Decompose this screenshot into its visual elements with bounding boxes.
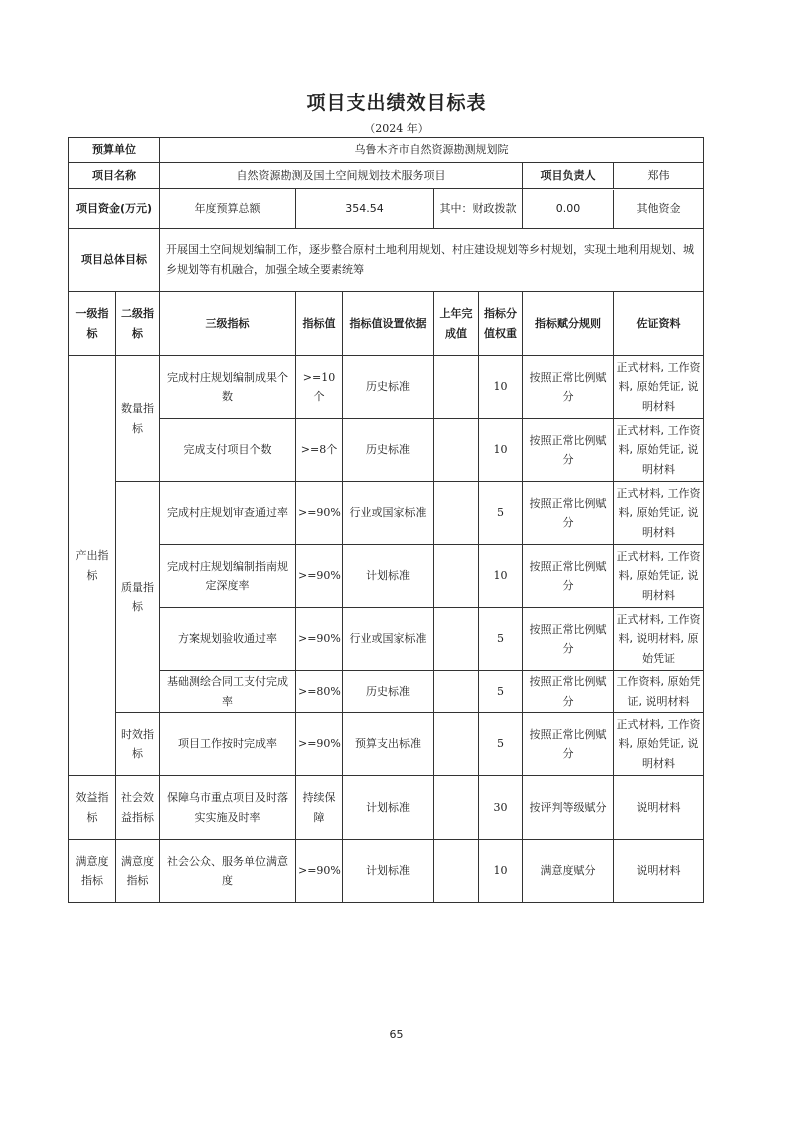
row-basis: 行业或国家标准 [343,482,434,545]
row-evidence: 正式材料, 工作资料, 原始凭证, 说明材料 [614,545,704,608]
row-evidence: 正式材料, 工作资料, 原始凭证, 说明材料 [614,419,704,482]
row-rule: 按照正常比例赋分 [523,608,614,671]
budget-unit-row [69,138,704,163]
row-value: >=90% [296,840,343,903]
table-row [69,482,704,545]
row-value: >=80% [296,671,343,713]
row-weight: 5 [479,482,523,545]
row-evidence: 正式材料, 工作资料, 原始凭证, 说明材料 [614,482,704,545]
row-weight: 5 [479,713,523,776]
table-row [69,545,704,608]
project-name-value: 自然资源勘测及国土空间规划技术服务项目 [160,163,523,189]
row-basis: 计划标准 [343,776,434,840]
row-last [434,713,479,776]
budget-unit-value: 乌鲁木齐市自然资源勘测规划院 [160,138,704,163]
group-benefit: 效益指标 [69,776,116,840]
project-name-row [69,163,704,189]
row-evidence: 正式材料, 工作资料, 原始凭证, 说明材料 [614,356,704,419]
row-weight: 5 [479,671,523,713]
row-weight: 10 [479,356,523,419]
row-name: 社会公众、服务单位满意度 [160,840,296,903]
group-output: 产出指标 [69,356,116,776]
table-row [69,776,704,840]
row-evidence: 说明材料 [614,776,704,840]
row-last [434,356,479,419]
row-name: 基础测绘合同工支付完成率 [160,671,296,713]
row-last [434,419,479,482]
header-row [69,292,704,356]
budget-unit-label: 预算单位 [69,138,160,163]
project-name-label: 项目名称 [69,163,160,189]
year-label: （2024 年） [364,122,429,135]
project-lead-label: 项目负责人 [523,163,614,189]
goal-row [69,229,704,292]
group-timeliness: 时效指标 [116,713,160,776]
table-row [69,419,704,482]
row-evidence: 正式材料, 工作资料, 原始凭证, 说明材料 [614,713,704,776]
row-rule: 按照正常比例赋分 [523,419,614,482]
performance-table [68,137,704,903]
row-weight: 5 [479,608,523,671]
row-name: 完成村庄规划审查通过率 [160,482,296,545]
row-name: 方案规划验收通过率 [160,608,296,671]
group-satisfaction: 满意度指标 [69,840,116,903]
table-row [69,713,704,776]
row-evidence: 工作资料, 原始凭证, 说明材料 [614,671,704,713]
row-name: 完成村庄规划编制成果个数 [160,356,296,419]
group-quality: 质量指标 [116,482,160,713]
row-value: >=10个 [296,356,343,419]
row-value: >=90% [296,608,343,671]
row-name: 项目工作按时完成率 [160,713,296,776]
row-basis: 计划标准 [343,545,434,608]
row-basis: 计划标准 [343,840,434,903]
funds-label: 项目资金(万元) [69,189,160,229]
header-level1: 一级指标 [69,292,116,356]
row-weight: 30 [479,776,523,840]
header-weight: 指标分值权重 [479,292,523,356]
row-rule: 按照正常比例赋分 [523,356,614,419]
row-rule: 按评判等级赋分 [523,776,614,840]
row-value: 持续保障 [296,776,343,840]
row-value: >=8个 [296,419,343,482]
fiscal-label: 其中：财政拨款 [434,189,523,229]
annual-budget-value: 354.54 [296,189,434,229]
row-value: >=90% [296,713,343,776]
row-last [434,608,479,671]
row-rule: 按照正常比例赋分 [523,545,614,608]
header-last-year: 上年完成值 [434,292,479,356]
row-value: >=90% [296,545,343,608]
row-basis: 历史标准 [343,356,434,419]
header-value: 指标值 [296,292,343,356]
row-weight: 10 [479,419,523,482]
header-level3: 三级指标 [160,292,296,356]
row-last [434,776,479,840]
row-basis: 历史标准 [343,671,434,713]
row-last [434,545,479,608]
page-number: 65 [389,1028,404,1041]
group-social: 社会效益指标 [116,776,160,840]
goal-value: 开展国土空间规划编制工作，逐步整合原村土地利用规划、村庄建设规划等乡村规划，实现土地利用规划、城乡规划等有机融合，加强全域全要素统筹 [160,229,704,292]
row-last [434,671,479,713]
row-last [434,482,479,545]
row-basis: 预算支出标准 [343,713,434,776]
header-level2: 二级指标 [116,292,160,356]
row-name: 完成支付项目个数 [160,419,296,482]
row-weight: 10 [479,545,523,608]
row-name: 完成村庄规划编制指南规定深度率 [160,545,296,608]
header-rule: 指标赋分规则 [523,292,614,356]
row-last [434,840,479,903]
header-basis: 指标值设置依据 [343,292,434,356]
row-name: 保障乌市重点项目及时落实实施及时率 [160,776,296,840]
page-title: 项目支出绩效目标表 [306,92,487,114]
other-funds-label-cell: 其他资金 [636,201,681,215]
goal-label: 项目总体目标 [69,229,160,292]
row-rule: 满意度赋分 [523,840,614,903]
row-basis: 历史标准 [343,419,434,482]
group-quantity: 数量指标 [116,356,160,482]
project-lead-value: 郑伟 [614,163,704,189]
table-row [69,671,704,713]
group-satisfaction-sub: 满意度指标 [116,840,160,903]
row-evidence: 说明材料 [614,840,704,903]
funds-row [69,189,704,229]
header-evidence: 佐证资料 [614,292,704,356]
table-row [69,840,704,903]
table-row [69,608,704,671]
row-value: >=90% [296,482,343,545]
row-rule: 按照正常比例赋分 [523,482,614,545]
table-row [69,356,704,419]
row-basis: 行业或国家标准 [343,608,434,671]
other-funds-group [523,189,704,229]
annual-budget-label: 年度预算总额 [160,189,296,229]
row-evidence: 正式材料, 工作资料, 说明材料, 原始凭证 [614,608,704,671]
row-rule: 按照正常比例赋分 [523,713,614,776]
fiscal-value: 0.00 [523,190,614,228]
row-weight: 10 [479,840,523,903]
row-rule: 按照正常比例赋分 [523,671,614,713]
